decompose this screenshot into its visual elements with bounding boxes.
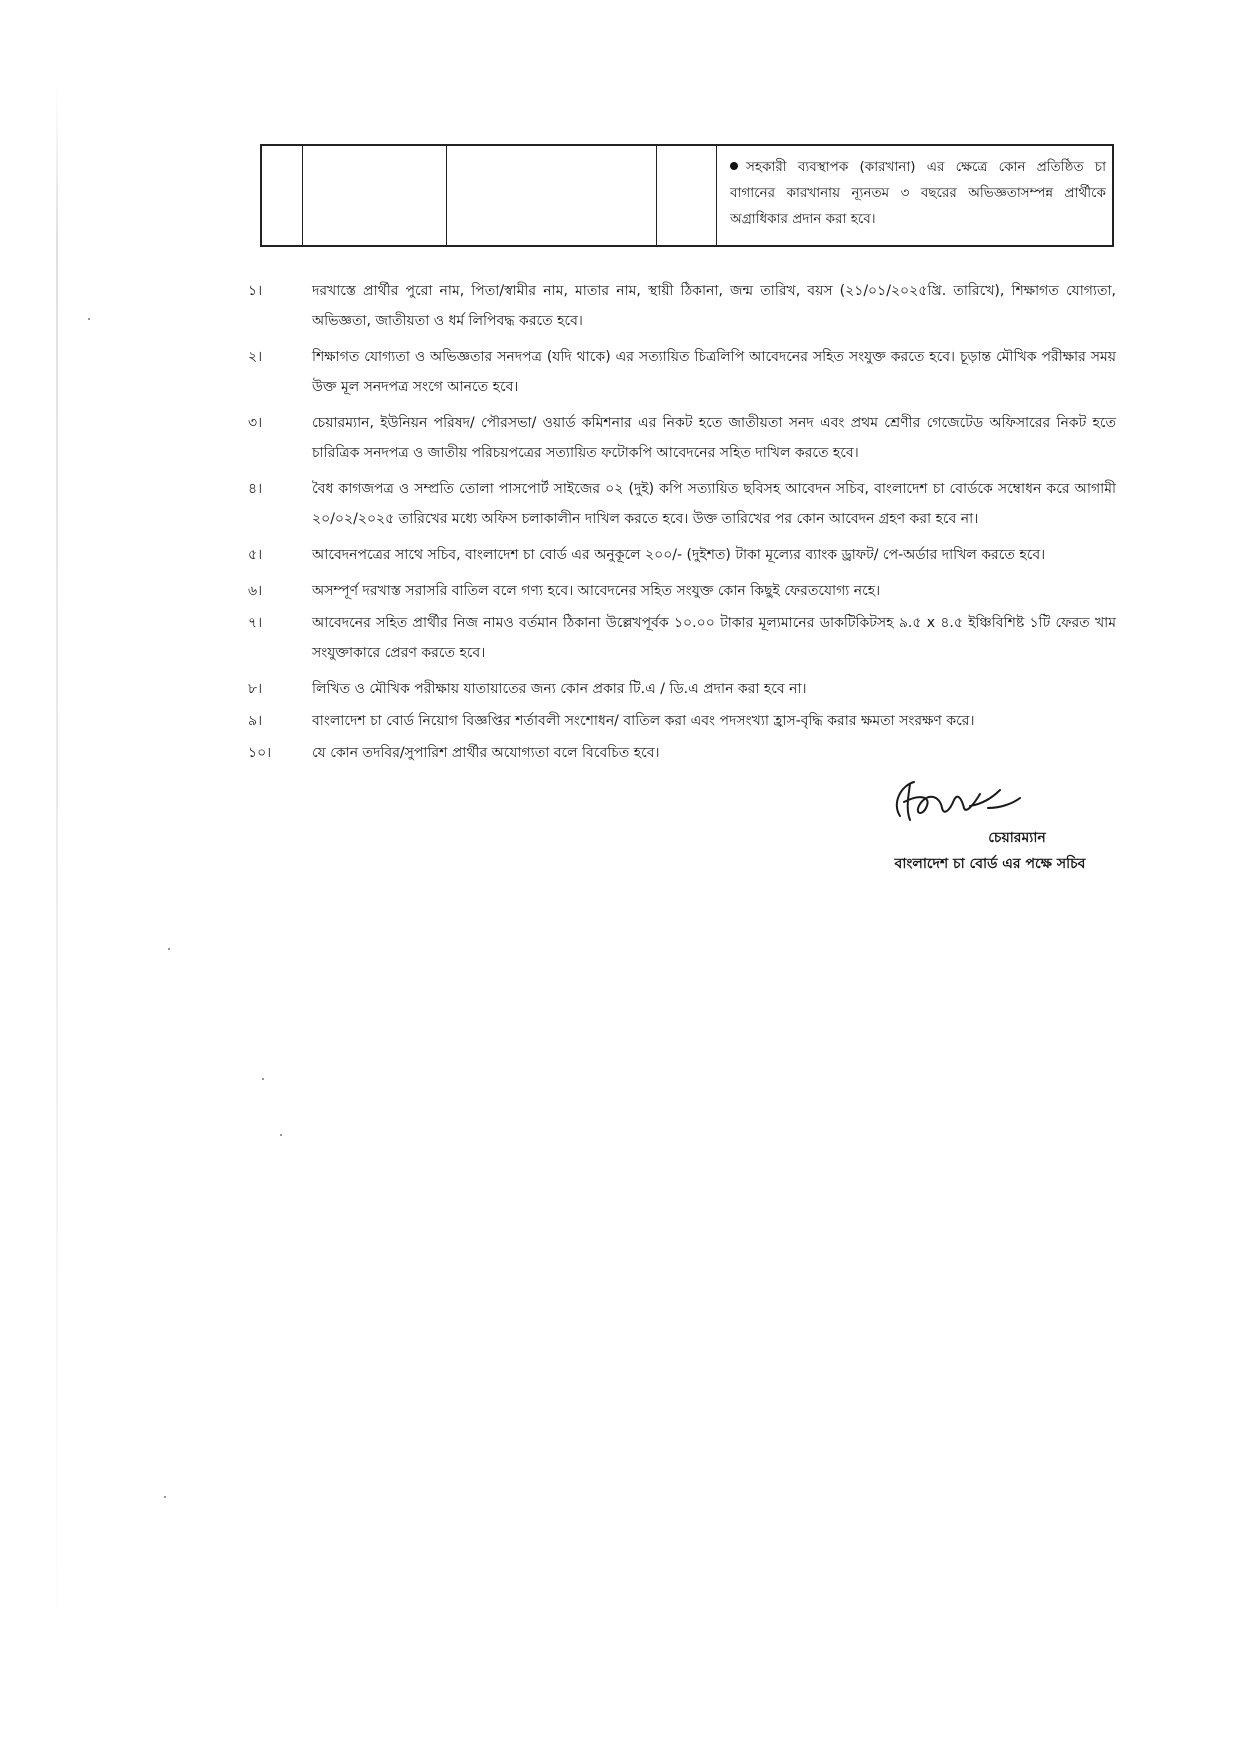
condition-number: ৫। [248, 547, 263, 563]
condition-text: বৈধ কাগজপত্র ও সম্প্রতি তোলা পাসপোর্ট সাইজের ০২ (দুই) কপি সত্যায়িত ছবিসহ আবেদন সচিব, বাংলাদেশ চা বোর্ডকে সম্বোধন করে আগামী ২০/০২/২০২৫ তারিখের মধ্যে অফিস চলাকালীন দাখিল করতে হবে। উক্ত তারিখের পর কোন আবেদন গ্রহণ করা হবে না। [312, 481, 1116, 527]
condition-number: ৯। [248, 713, 263, 729]
table-cell-requirement [730, 154, 1106, 232]
condition-text: আবেদনপত্রের সাথে সচিব, বাংলাদেশ চা বোর্ড এর অনুকূলে ২০০/- (দুইশত) টাকা মূল্যের ব্যাংক ড্রাফট/ পে-অর্ডার দাখিল করতে হবে। [312, 547, 1046, 563]
condition-item [240, 674, 1116, 704]
condition-number: ৬। [248, 583, 263, 599]
condition-number: ২। [248, 349, 263, 365]
scan-speck [280, 1134, 282, 1136]
condition-text: দরখাস্তে প্রার্থীর পুরো নাম, পিতা/স্বামীর নাম, মাতার নাম, স্থায়ী ঠিকানা, জন্ম তারিখ, বয়স (২১/০১/২০২৫খ্রি. তারিখে), শিক্ষাগত যোগ্যতা, অভিজ্ঞতা, জাতীয়তা ও ধর্ম লিপিবদ্ধ করতে হবে। [312, 283, 1116, 329]
scan-speck [88, 318, 90, 320]
condition-item [240, 608, 1116, 668]
condition-text: আবেদনের সহিত প্রার্থীর নিজ নামও বর্তমান ঠিকানা উল্লেখপূর্বক ১০.০০ টাকার মূল্যমানের ডাকটিকিটসহ ৯.৫ x ৪.৫ ইঞ্চিবিশিষ্ট ১টি ফেরত খাম সংযুক্তাকারে প্রেরণ করতে হবে। [312, 615, 1116, 661]
condition-number: ৩। [248, 415, 263, 431]
condition-text: লিখিত ও মৌখিক পরীক্ষায় যাতায়াতের জন্য কোন প্রকার টি.এ / ডি.এ প্রদান করা হবে না। [312, 681, 807, 697]
signature-block [870, 764, 1100, 834]
requirements-table-fragment [260, 144, 1114, 247]
scan-speck [262, 1078, 264, 1080]
condition-item [240, 706, 1116, 736]
scan-edge-shadow [56, 80, 58, 1680]
condition-number: ৮। [248, 681, 263, 697]
table-column-post [302, 146, 447, 245]
signer-title: চেয়ারম্যান [988, 830, 1046, 846]
table-column-serial [262, 146, 303, 245]
condition-item [240, 474, 1116, 534]
condition-item [240, 276, 1116, 336]
condition-item [240, 540, 1116, 570]
condition-item [240, 576, 1116, 606]
conditions-list [240, 276, 1116, 768]
handwritten-signature [870, 764, 1100, 834]
condition-number: ৭। [248, 615, 263, 631]
table-column-count [656, 146, 717, 245]
condition-text: অসম্পূর্ণ দরখাস্ত সরাসরি বাতিল বলে গণ্য হবে। আবেদনের সহিত সংযুক্ত কোন কিছুই ফেরতযোগ্য নহে। [312, 583, 881, 599]
condition-number: ১০। [248, 745, 272, 761]
bullet-icon [730, 162, 738, 170]
requirement-text: সহকারী ব্যবস্থাপক (কারখানা) এর ক্ষেত্রে কোন প্রতিষ্ঠিত চা বাগানের কারখানায় ন্যূনতম ৩ বছরের অভিজ্ঞতাসম্পন্ন প্রার্থীকে অগ্রাধিকার প্রদান করা হবে। [730, 159, 1106, 227]
condition-text: যে কোন তদবির/সুপারিশ প্রার্থীর অযোগ্যতা বলে বিবেচিত হবে। [312, 745, 660, 761]
condition-number: ১। [248, 283, 263, 299]
table-column-grade [446, 146, 657, 245]
scan-speck [164, 1496, 166, 1498]
condition-text: শিক্ষাগত যোগ্যতা ও অভিজ্ঞতার সনদপত্র (যদি থাকে) এর সত্যায়িত চিত্রলিপি আবেদনের সহিত সংযুক্ত করতে হবে। চূড়ান্ত মৌখিক পরীক্ষার সময় উক্ত মূল সনদপত্র সংগে আনতে হবে। [312, 349, 1116, 395]
condition-item [240, 342, 1116, 402]
condition-text: চেয়ারম্যান, ইউনিয়ন পরিষদ/ পৌরসভা/ ওয়ার্ড কমিশনার এর নিকট হতে জাতীয়তা সনদ এবং প্রথম শ্রেণীর গেজেটেড অফিসারের নিকট হতে চারিত্রিক সনদপত্র ও জাতীয় পরিচয়পত্রের সত্যায়িত ফটোকপি আবেদনের সহিত দাখিল করতে হবে। [312, 415, 1116, 461]
condition-number: ৪। [248, 481, 263, 497]
signer-organization: বাংলাদেশ চা বোর্ড এর পক্ষে সচিব [894, 856, 1086, 872]
scan-speck [168, 948, 170, 950]
condition-item [240, 408, 1116, 468]
condition-text: বাংলাদেশ চা বোর্ড নিয়োগ বিজ্ঞপ্তির শর্তাবলী সংশোধন/ বাতিল করা এবং পদসংখ্যা হ্রাস-বৃদ্ধি করার ক্ষমতা সংরক্ষণ করে। [312, 713, 975, 729]
